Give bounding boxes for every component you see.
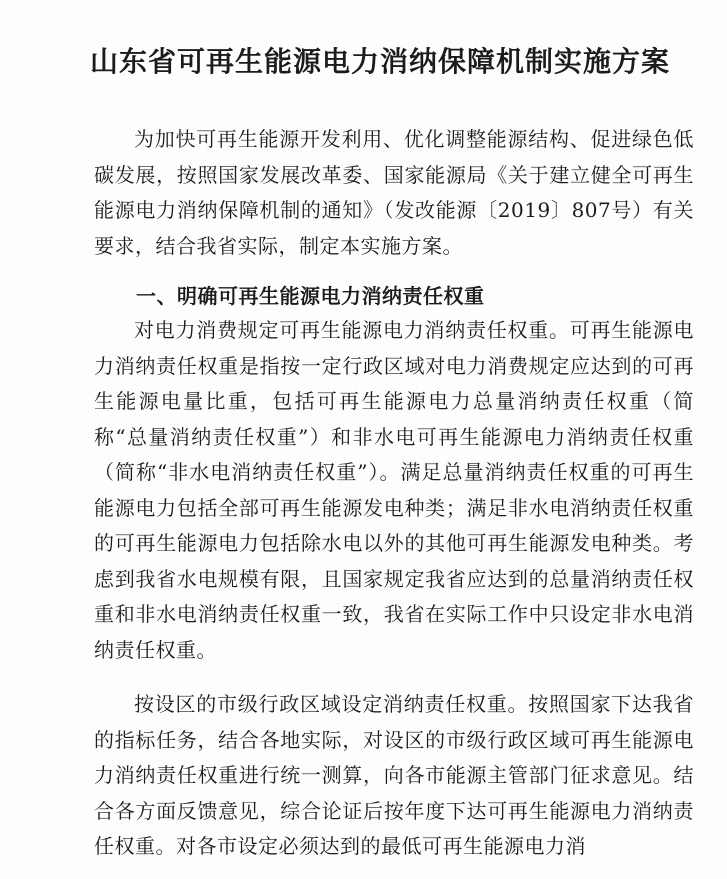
document-title: 山东省可再生能源电力消纳保障机制实施方案 xyxy=(89,45,670,78)
section-1-paragraph-1: 对电力消费规定可再生能源电力消纳责任权重。可再生能源电力消纳责任权重是指按一定行政区域对电力消费规定应达到的可再生能源电量比重，包括可再生能源电力总量消纳责任权重（简称“总量消纳责任权重”）和非水电可再生能源电力消纳责任权重（简称“非水电消纳责任权重”）。满足总量消纳责任权重的可再生能源电力包括全部可再生能源发电种类；满足非水电消纳责任权重的可再生能源电力包括除水电以外的其他可再生能源发电种类。考虑到我省水电规模有限，且国家规定我省应达到的总量消纳责任权重和非水电消纳责任权重一致，我省在实际工作中只设定非水电消纳责任权重。 xyxy=(94,318,694,662)
section-heading-1: 一、明确可再生能源电力消纳责任权重 xyxy=(136,284,485,308)
intro-paragraph: 为加快可再生能源开发利用、优化调整能源结构、促进绿色低碳发展，按照国家发展改革委、国家能源局《关于建立健全可再生能源电力消纳保障机制的通知》（发改能源〔2019〕807号）有关要求，结合我省实际，制定本实施方案。 xyxy=(94,127,694,258)
section-1-paragraph-2: 按设区的市级行政区域设定消纳责任权重。按照国家下达我省的指标任务，结合各地实际，对设区的市级行政区域可再生能源电力消纳责任权重进行统一测算，向各市能源主管部门征求意见。结合各方面反馈意见，综合论证后按年度下达可再生能源电力消纳责任权重。对各市设定必须达到的最低可再生能源电力消 xyxy=(94,692,694,858)
